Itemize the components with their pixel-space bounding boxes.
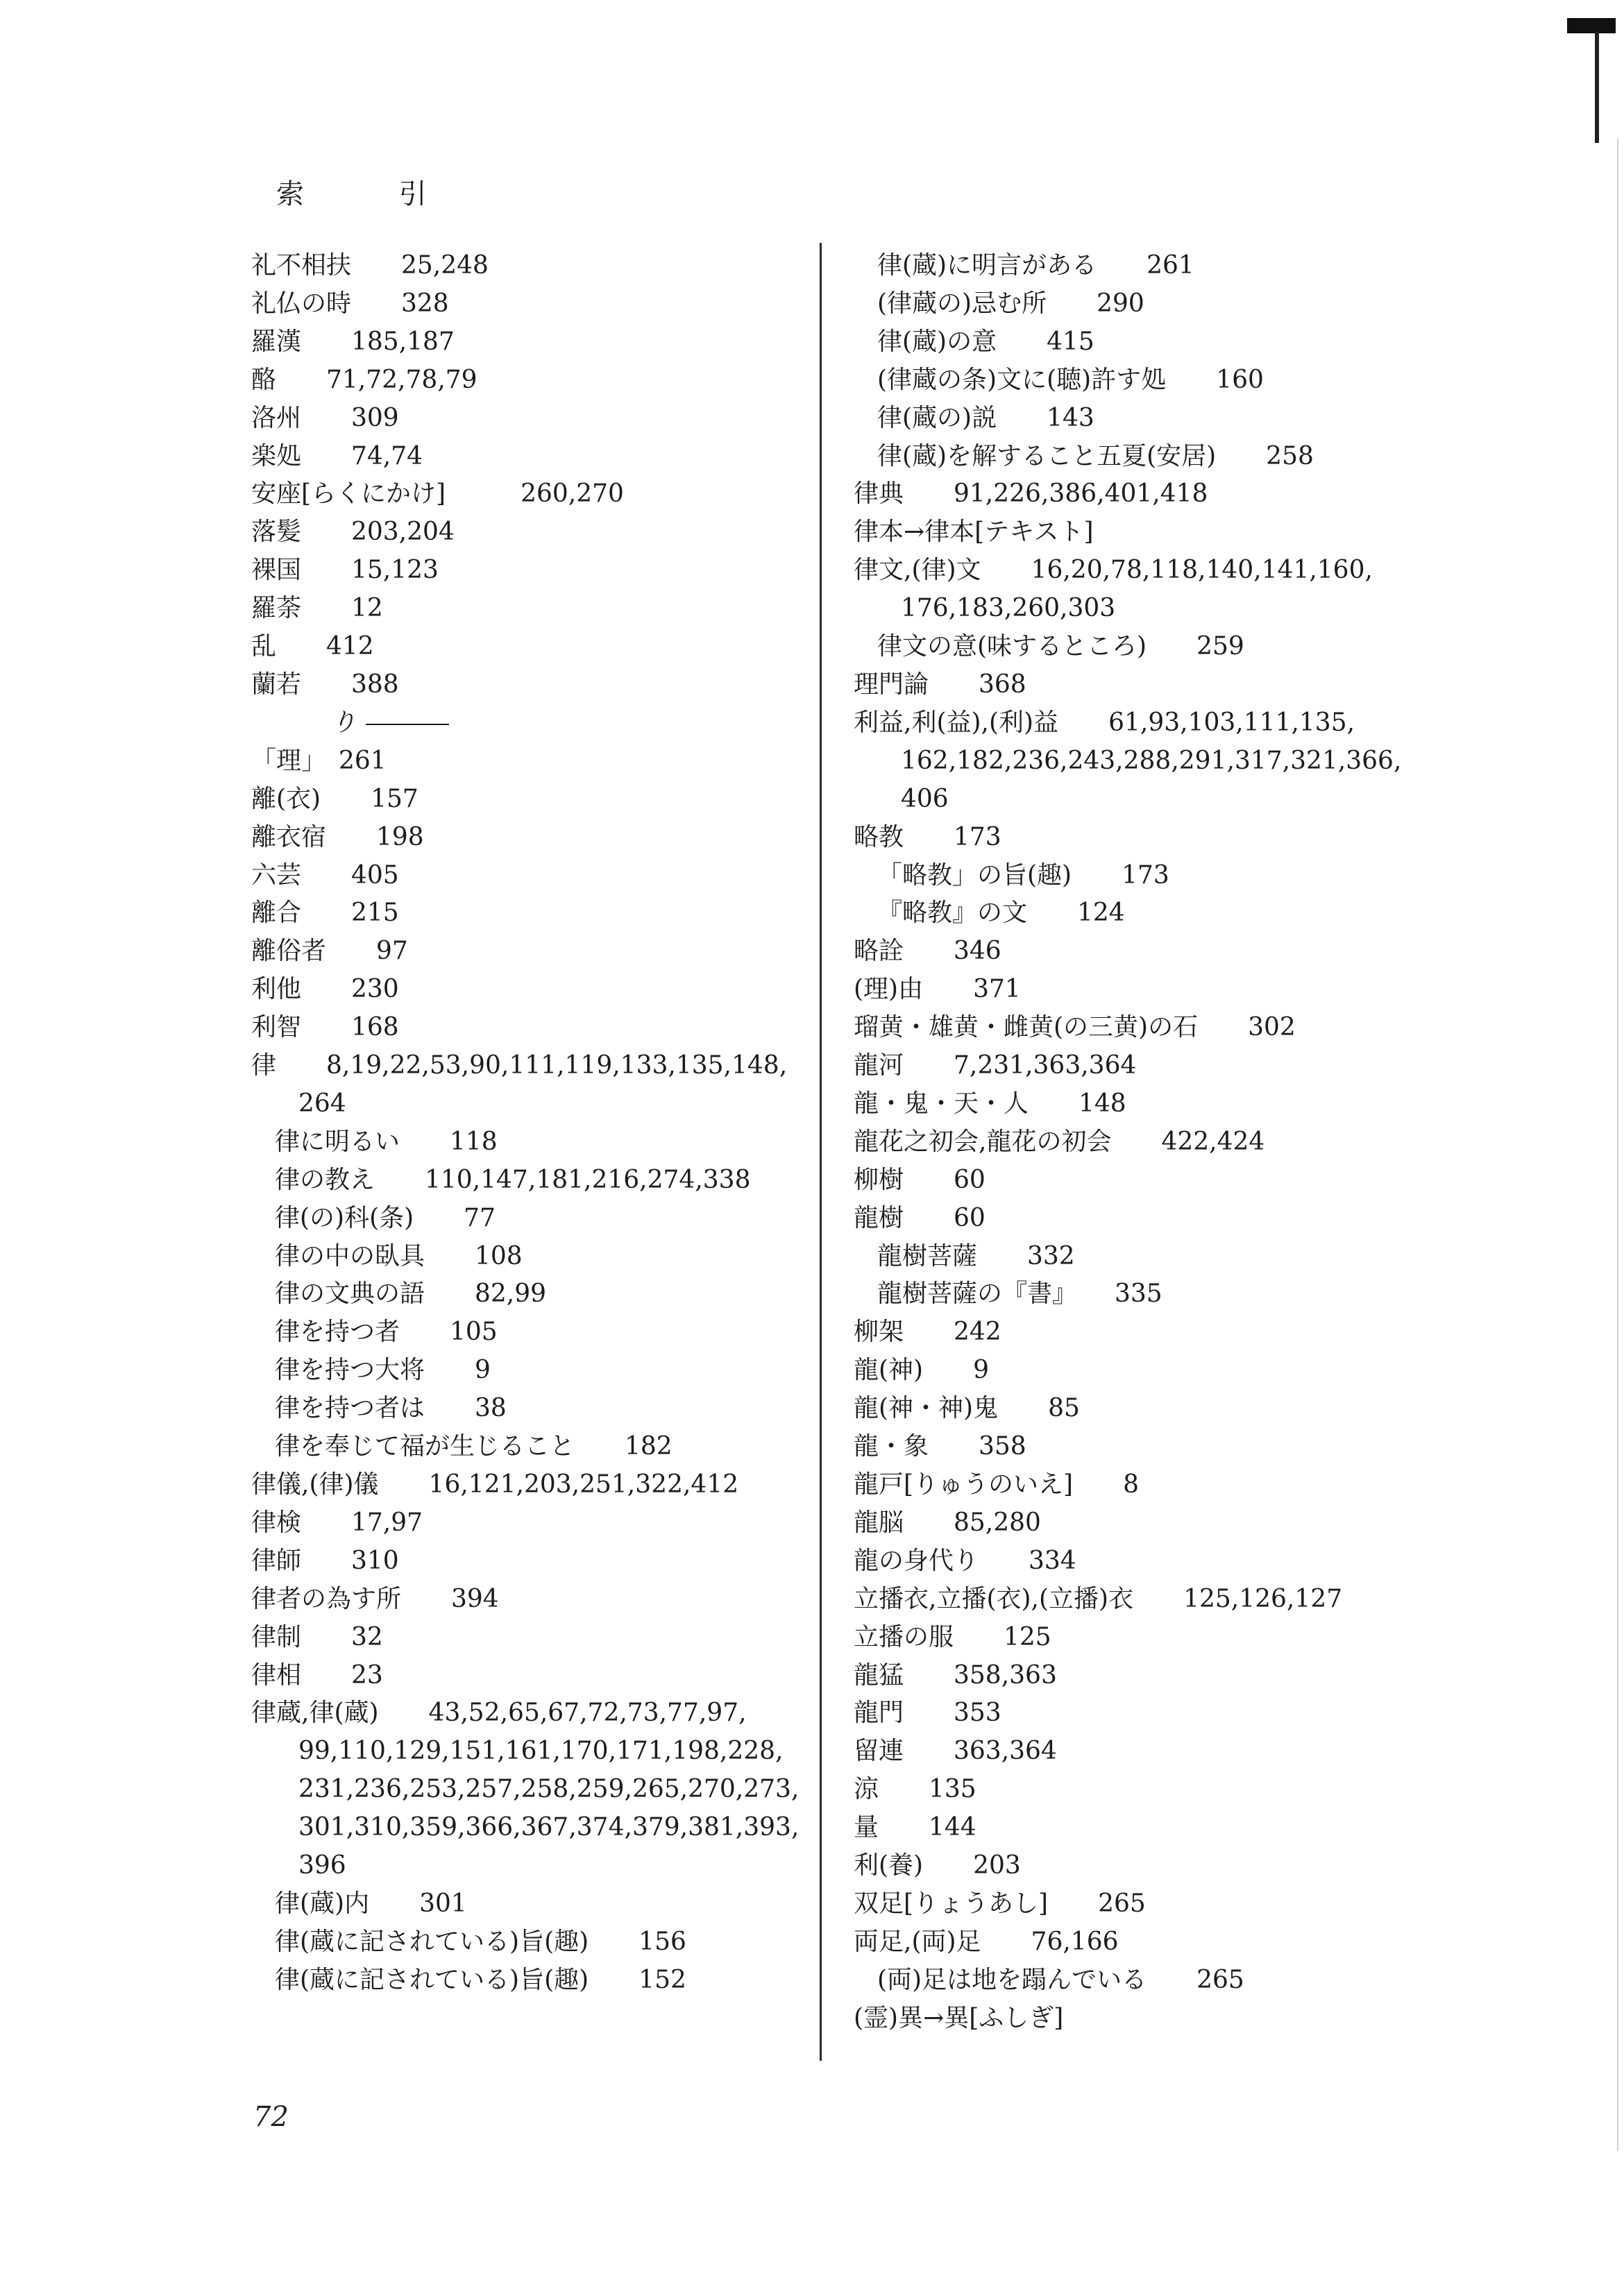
column-divider xyxy=(820,243,822,2061)
index-entry: 立播の服 125 xyxy=(854,1622,1051,1651)
index-subentry: 「略教」の旨(趣) 173 xyxy=(877,860,1169,890)
index-entry: 利益,利(益),(利)益 61,93,103,111,135, xyxy=(854,708,1355,737)
index-subentry: (律蔵の条)文に(聴)許す処 160 xyxy=(877,365,1264,394)
index-subentry: 律(蔵)の意 415 xyxy=(877,327,1094,356)
index-entry: 「理」 261 xyxy=(251,746,387,775)
index-entry: 礼仏の時 328 xyxy=(251,289,449,318)
section-heading-label: り xyxy=(331,708,357,737)
index-entry: 律相 23 xyxy=(251,1660,383,1690)
index-entry: 龍・象 358 xyxy=(854,1432,1026,1461)
page-number: 72 xyxy=(253,2101,289,2133)
index-entry: 酪 71,72,78,79 xyxy=(251,365,477,394)
index-entry: 柳樹 60 xyxy=(854,1165,986,1194)
index-entry: 六芸 405 xyxy=(251,860,399,890)
index-entry: 龍(神・神)鬼 85 xyxy=(854,1394,1080,1423)
index-entry: 龍(神) 9 xyxy=(854,1356,989,1385)
index-entry: 離(衣) 157 xyxy=(251,784,418,813)
index-subentry: 律(蔵)内 301 xyxy=(275,1889,467,1918)
index-subentry: 律(蔵)に明言がある 261 xyxy=(877,251,1194,280)
index-entry: 律者の為す所 394 xyxy=(251,1584,499,1613)
index-subentry: 律の中の臥具 108 xyxy=(275,1241,523,1270)
index-entry: 羅漢 185,187 xyxy=(251,327,455,356)
index-entry: 離衣宿 198 xyxy=(251,822,424,851)
index-entry: 龍樹 60 xyxy=(854,1203,986,1232)
index-subentry: 律を持つ者 105 xyxy=(275,1318,498,1347)
index-entry: 龍の身代り 334 xyxy=(854,1546,1076,1575)
index-entry: 安座[らくにかけ] 260,270 xyxy=(251,479,624,509)
index-entry: 留連 363,364 xyxy=(854,1737,1057,1766)
index-entry: 龍戸[りゅうのいえ] 8 xyxy=(854,1470,1139,1499)
index-entry: 龍猛 358,363 xyxy=(854,1660,1057,1690)
index-subentry: 律文の意(味するところ) 259 xyxy=(877,632,1244,661)
index-entry: 律師 310 xyxy=(251,1546,399,1575)
index-entry-continuation: 264 xyxy=(298,1089,346,1118)
index-entry: 量 144 xyxy=(854,1813,976,1842)
index-entry: 利(養) 203 xyxy=(854,1851,1021,1880)
index-entry-continuation: 99,110,129,151,161,170,171,198,228, xyxy=(298,1737,784,1766)
index-entry: 律蔵,律(蔵) 43,52,65,67,72,73,77,97, xyxy=(251,1699,747,1728)
index-subentry: 律の文典の語 82,99 xyxy=(275,1279,547,1309)
index-entry: 略教 173 xyxy=(854,822,1001,851)
index-entry: 略詮 346 xyxy=(854,937,1001,966)
index-entry: 立播衣,立播(衣),(立播)衣 125,126,127 xyxy=(854,1584,1343,1613)
index-subentry: 律(蔵に記されている)旨(趣) 152 xyxy=(275,1965,686,1994)
index-entry-continuation: 406 xyxy=(901,784,949,813)
index-entry: 礼不相扶 25,248 xyxy=(251,251,489,280)
index-entry-continuation: 176,183,260,303 xyxy=(901,594,1116,623)
index-subentry: 律を持つ者は 38 xyxy=(275,1394,507,1423)
index-subentry: 『略教』の文 124 xyxy=(877,899,1125,928)
index-entry: 利智 168 xyxy=(251,1013,399,1042)
index-entry: 理門論 368 xyxy=(854,670,1026,699)
index-entry: 涼 135 xyxy=(854,1775,976,1804)
index-entry: 双足[りょうあし] 265 xyxy=(854,1889,1146,1918)
index-entry: 離合 215 xyxy=(251,899,399,928)
index-subentry: 律(蔵)を解すること五夏(安居) 258 xyxy=(877,441,1314,470)
index-entry: 龍花之初会,龍花の初会 422,424 xyxy=(854,1127,1265,1156)
index-entry-continuation: 162,182,236,243,288,291,317,321,366, xyxy=(901,746,1402,775)
index-subentry: 律(蔵に記されている)旨(趣) 156 xyxy=(275,1927,686,1956)
index-subentry: 律の教え 110,147,181,216,274,338 xyxy=(275,1165,751,1194)
index-entry-continuation: 301,310,359,366,367,374,379,381,393, xyxy=(298,1813,800,1842)
section-heading xyxy=(251,704,806,742)
index-entry: 乱 412 xyxy=(251,632,374,661)
index-entry: 律典 91,226,386,401,418 xyxy=(854,479,1208,509)
index-entry: 律検 17,97 xyxy=(251,1508,423,1537)
index-entry-continuation: 396 xyxy=(298,1851,346,1880)
index-entry: 落髪 203,204 xyxy=(251,518,455,547)
scan-edge-line xyxy=(1617,139,1618,2151)
index-entry: 律儀,(律)儀 16,121,203,251,322,412 xyxy=(251,1470,739,1499)
index-entry: 律 8,19,22,53,90,111,119,133,135,148, xyxy=(251,1051,788,1080)
index-column-right xyxy=(854,247,1430,2038)
index-subentry: 律を奉じて福が生じること 182 xyxy=(275,1432,673,1461)
index-entry-continuation: 231,236,253,257,258,259,265,270,273, xyxy=(298,1775,800,1804)
index-entry: 瑠黄・雄黄・雌黄(の三黄)の石 302 xyxy=(854,1013,1296,1042)
index-entry: 柳架 242 xyxy=(854,1318,1001,1347)
index-subentry: 龍樹菩薩の『書』 335 xyxy=(877,1279,1162,1309)
index-entry: 龍脳 85,280 xyxy=(854,1508,1041,1537)
index-subentry: 律に明るい 118 xyxy=(275,1127,498,1156)
index-entry: 律本→律本[テキスト] xyxy=(854,518,1094,547)
index-entry: 蘭若 388 xyxy=(251,670,399,699)
index-subentry: 律を持つ大将 9 xyxy=(275,1356,491,1385)
index-column-left xyxy=(251,247,806,2000)
index-subentry: 龍樹菩薩 332 xyxy=(877,1241,1075,1270)
index-entry: 裸国 15,123 xyxy=(251,556,439,585)
index-entry: 離俗者 97 xyxy=(251,937,408,966)
index-entry: 律制 32 xyxy=(251,1622,383,1651)
index-entry: 利他 230 xyxy=(251,975,399,1004)
index-entry: 洛州 309 xyxy=(251,403,399,432)
index-subentry: 律(蔵の)説 143 xyxy=(877,403,1094,432)
index-subentry: (律蔵の)忌む所 290 xyxy=(877,289,1144,318)
index-entry: (理)由 371 xyxy=(854,975,1021,1004)
index-subentry: (両)足は地を蹋んでいる 265 xyxy=(877,1965,1244,1994)
index-entry: 律文,(律)文 16,20,78,118,140,141,160, xyxy=(854,556,1373,585)
scan-corner-mark xyxy=(1567,18,1616,60)
index-entry: 楽処 74,74 xyxy=(251,441,423,470)
index-entry: 龍門 353 xyxy=(854,1699,1001,1728)
index-entry: (霊)異→異[ふしぎ] xyxy=(854,2003,1064,2032)
index-entry: 羅荼 12 xyxy=(251,594,383,623)
section-rule xyxy=(366,724,449,725)
index-entry: 両足,(両)足 76,166 xyxy=(854,1927,1119,1956)
index-entry: 龍・鬼・天・人 148 xyxy=(854,1089,1126,1118)
index-entry: 龍河 7,231,363,364 xyxy=(854,1051,1137,1080)
index-subentry: 律(の)科(条) 77 xyxy=(275,1203,496,1232)
page-header: 索 引 xyxy=(276,178,470,210)
